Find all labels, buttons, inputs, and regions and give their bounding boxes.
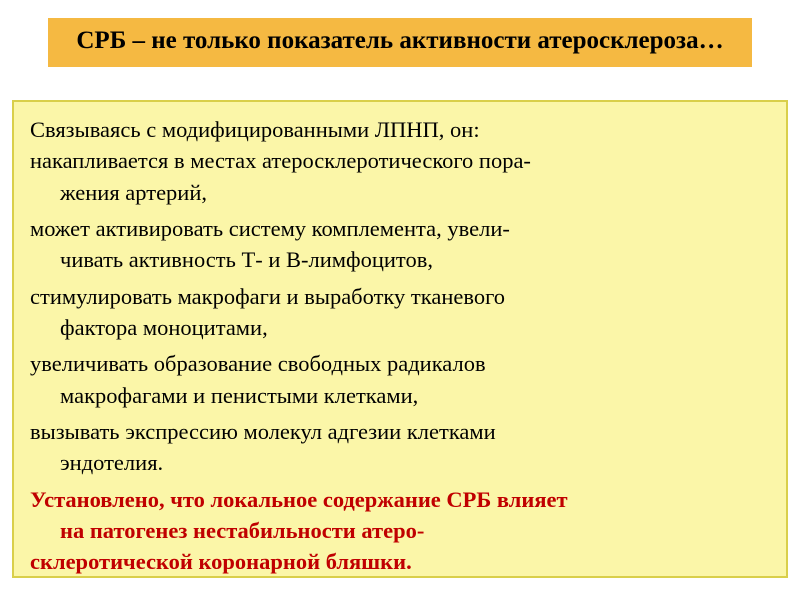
body-paragraph-highlight: Установлено, что локальное содержание СРБ влияет — [30, 486, 568, 512]
body-paragraph-highlight: склеротической коронарной бляшки. — [30, 549, 412, 575]
slide-body-box — [12, 100, 788, 578]
body-paragraph: Связываясь с модифицированными ЛПНП, он: — [30, 117, 480, 142]
slide-title-box — [48, 18, 752, 67]
body-paragraph: фактора моноцитами, — [60, 315, 268, 341]
body-paragraph: чивать активность Т- и В-лимфоцитов, — [60, 247, 433, 273]
body-paragraph: стимулировать макрофаги и выработку тканевого — [30, 283, 505, 309]
body-paragraph: жения артерий, — [60, 179, 208, 205]
body-paragraph: вызывать экспрессию молекул адгезии клетками — [30, 419, 496, 445]
body-paragraph-highlight: на патогенез нестабильности атеро- — [60, 518, 425, 544]
body-paragraph: может активировать систему комплемента, увели- — [30, 216, 510, 242]
page-title: СРБ – не только показатель активности атеросклероза… — [76, 27, 724, 54]
body-paragraph: эндотелия. — [60, 450, 164, 476]
body-paragraph: увеличивать образование свободных радикалов — [30, 351, 486, 377]
body-paragraph: макрофагами и пенистыми клетками, — [60, 382, 419, 408]
body-paragraph: накапливается в местах атеросклеротического пора- — [30, 148, 531, 174]
